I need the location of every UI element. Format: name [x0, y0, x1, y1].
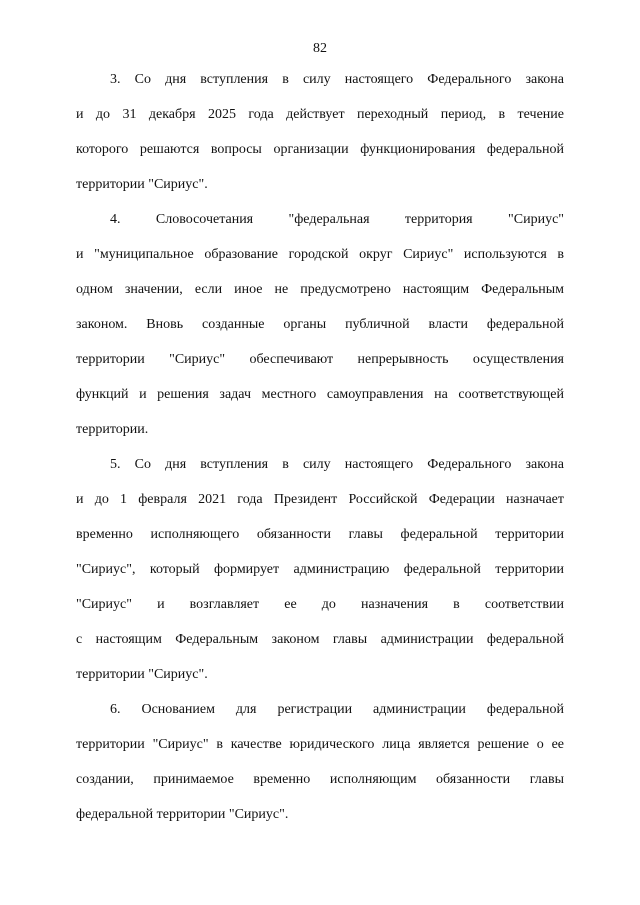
paragraph-3-line-4: "Сириус", который формирует администрацию федеральной территории: [76, 562, 564, 577]
paragraph-4-line-2: территории "Сириус" в качестве юридического лица является решение о ее: [76, 737, 564, 752]
paragraph-1-line-2: и до 31 декабря 2025 года действует переходный период, в течение: [76, 107, 564, 122]
paragraph-3-line-2: и до 1 февраля 2021 года Президент Российской Федерации назначает: [76, 492, 564, 507]
paragraph-1-line-1: 3. Со дня вступления в силу настоящего Федерального закона: [110, 72, 564, 87]
paragraph-2-line-5: территории "Сириус" обеспечивают непрерывность осуществления: [76, 352, 564, 367]
paragraph-2-line-1: 4. Словосочетания "федеральная территория "Сириус": [110, 212, 564, 227]
paragraph-4-line-4: федеральной территории "Сириус".: [76, 807, 289, 822]
paragraph-4-line-3: создании, принимаемое временно исполняющим обязанности главы: [76, 772, 564, 787]
paragraph-3-line-1: 5. Со дня вступления в силу настоящего Федерального закона: [110, 457, 564, 472]
paragraph-2-line-6: функций и решения задач местного самоуправления на соответствующей: [76, 387, 564, 402]
paragraph-4-line-1: 6. Основанием для регистрации администрации федеральной: [110, 702, 564, 717]
paragraph-3-line-5: "Сириус" и возглавляет ее до назначения в соответствии: [76, 597, 564, 612]
paragraph-2-line-4: законом. Вновь созданные органы публичной власти федеральной: [76, 317, 564, 332]
paragraph-1-line-4: территории "Сириус".: [76, 177, 208, 192]
paragraph-2-line-2: и "муниципальное образование городской округ Сириус" используются в: [76, 247, 564, 262]
paragraph-2-line-7: территории.: [76, 422, 149, 437]
paragraph-2-line-3: одном значении, если иное не предусмотрено настоящим Федеральным: [76, 282, 564, 297]
paragraph-3-line-3: временно исполняющего обязанности главы федеральной территории: [76, 527, 564, 542]
paragraph-3-line-7: территории "Сириус".: [76, 667, 208, 682]
page-number: 82: [313, 41, 327, 56]
paragraph-3-line-6: с настоящим Федеральным законом главы администрации федеральной: [76, 632, 564, 647]
paragraph-1-line-3: которого решаются вопросы организации функционирования федеральной: [76, 142, 564, 157]
